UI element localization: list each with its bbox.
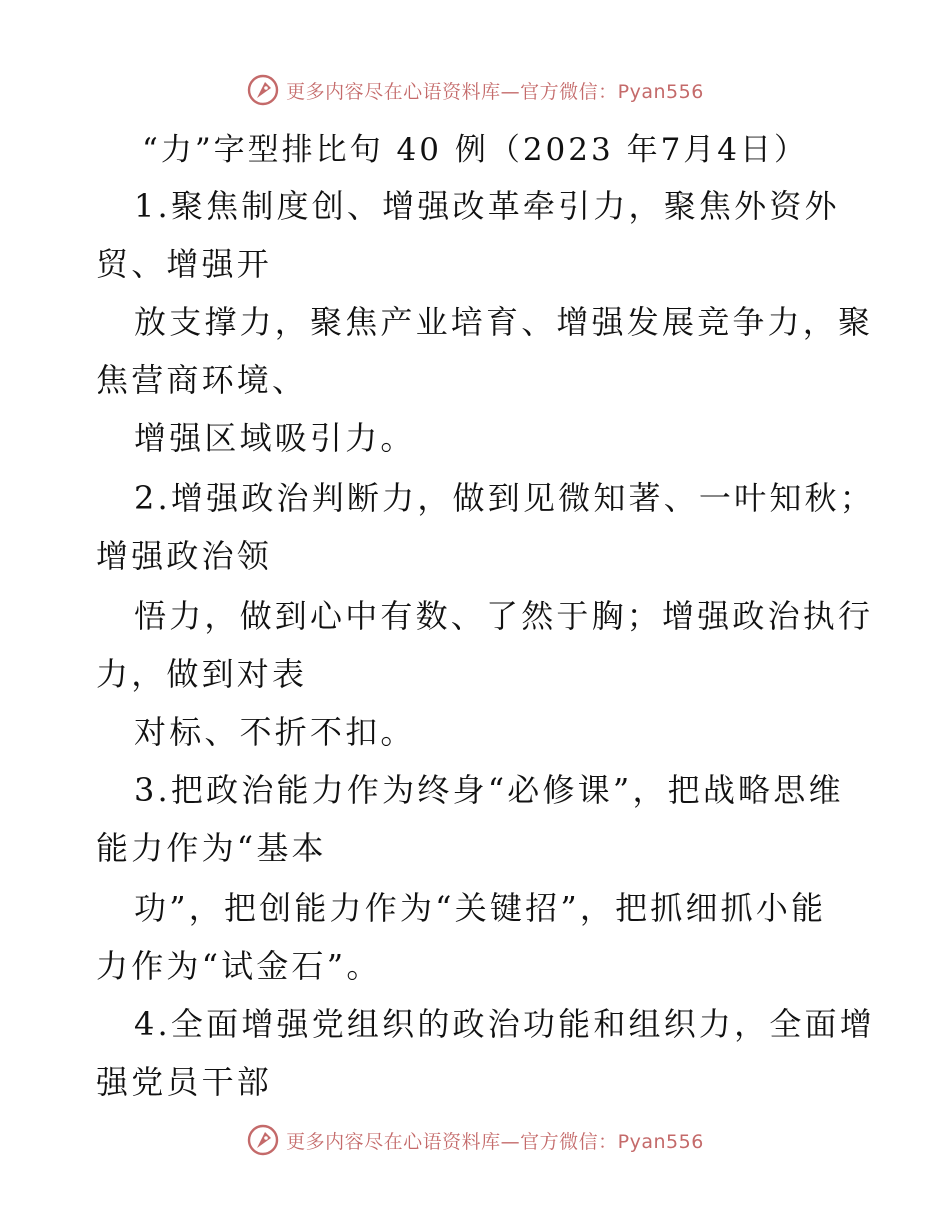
text-line: 4.全面增强党组织的政治功能和组织力，全面增 (134, 1005, 875, 1043)
header-watermark (0, 70, 950, 110)
text-line: 2.增强政治判断力，做到见微知著、一叶知秋； (134, 479, 875, 517)
pen-nib-circle-icon (246, 1123, 280, 1157)
text-line: 悟力，做到心中有数、了然于胸；增强政治执行 (134, 597, 874, 635)
text-line: 对标、不折不扣。 (134, 713, 416, 751)
text-line: 贸、增强开 (96, 245, 273, 283)
text-line: 强党员干部 (96, 1063, 273, 1101)
text-line: 功”，把创能力作为“关键招”，把抓细抓小能 (134, 889, 827, 927)
text-line: 增强政治领 (96, 537, 273, 575)
document-title: “力”字型排比句 40 例（2023 年7月4日） (141, 132, 809, 168)
watermark-text: 更多内容尽在心语资料库—官方微信：Pyan556 (286, 1130, 704, 1153)
text-line: 能力作为“基本 (96, 829, 327, 867)
text-line: 放支撑力，聚焦产业培育、增强发展竞争力，聚 (134, 303, 874, 341)
footer-watermark (0, 1120, 950, 1160)
pen-nib-circle-icon (246, 73, 280, 107)
text-line: 焦营商环境、 (96, 361, 308, 399)
text-line: 增强区域吸引力。 (134, 419, 416, 457)
text-line: 力，做到对表 (96, 655, 308, 693)
text-line: 3.把政治能力作为终身“必修课”，把战略思维 (134, 771, 844, 809)
text-line: 力作为“试金石”。 (96, 947, 382, 985)
watermark-text: 更多内容尽在心语资料库—官方微信：Pyan556 (286, 80, 704, 103)
text-line: 1.聚焦制度创、增强改革牵引力，聚焦外资外 (134, 187, 840, 225)
